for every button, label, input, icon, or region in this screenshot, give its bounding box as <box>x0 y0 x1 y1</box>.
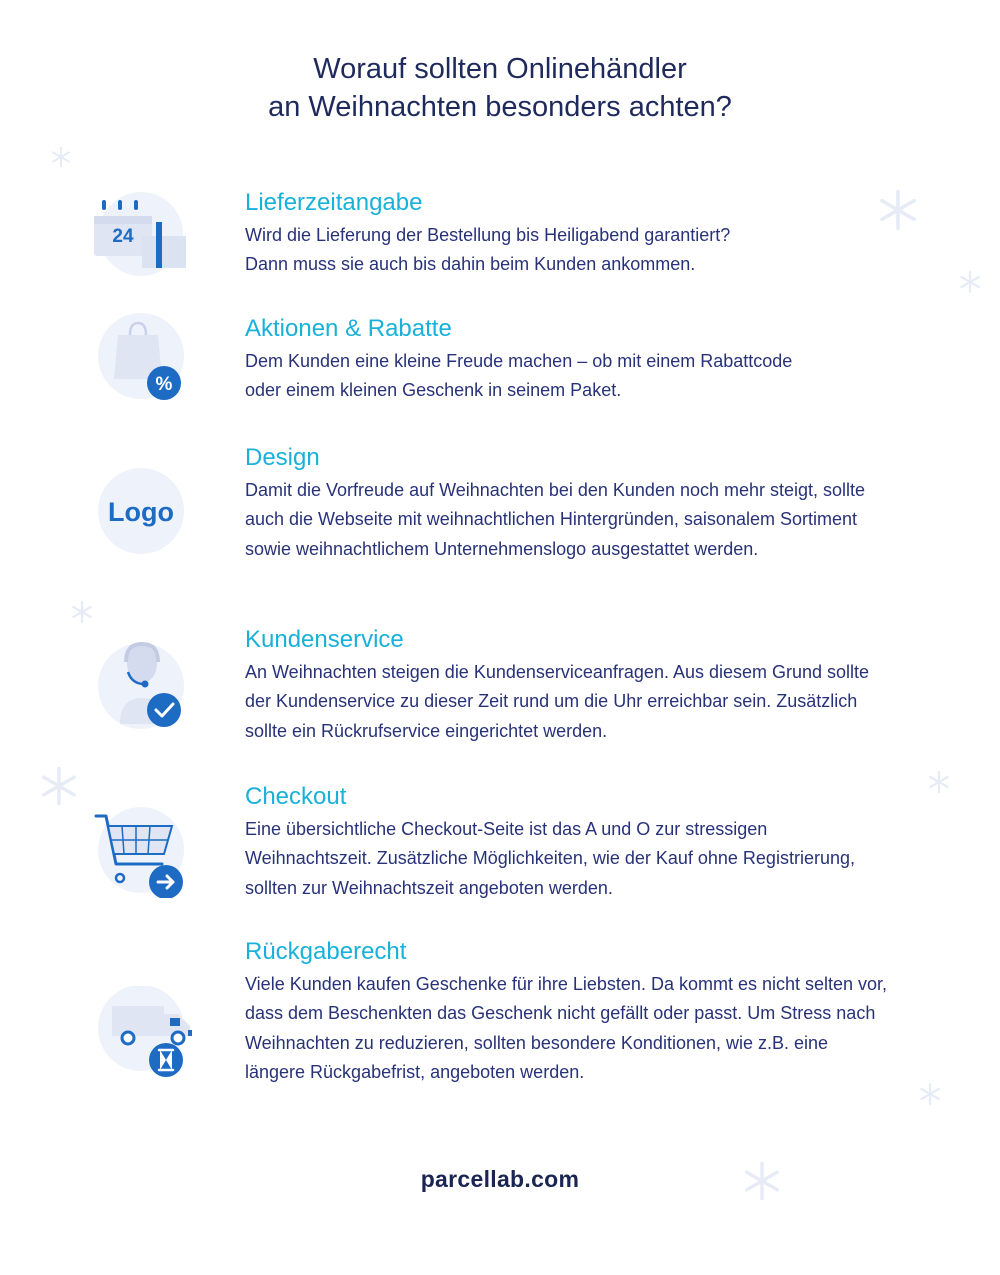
text-line: sollte ein Rückrufservice eingerichtet werden. <box>245 720 608 741</box>
section-text <box>245 476 965 564</box>
section-text <box>245 970 965 1087</box>
section-design <box>245 443 965 564</box>
section-heading: Lieferzeitangabe <box>245 189 423 216</box>
calendar-icon <box>90 192 190 282</box>
section-heading: Checkout <box>245 783 347 810</box>
snowflake-icon <box>70 600 94 624</box>
section-aktionen-rabatte <box>245 314 965 406</box>
text-line: dass dem Beschenkten das Geschenk nicht gefällt oder passt. Um Stress nach <box>245 1003 876 1024</box>
section-text <box>245 221 965 280</box>
text-line: sollten zur Weihnachtszeit angeboten werden. <box>245 877 613 898</box>
text-line: Wird die Lieferung der Bestellung bis Heiligabend garantiert? <box>245 225 731 245</box>
section-rueckgaberecht <box>245 937 965 1087</box>
customer-service-agent-icon <box>98 634 188 729</box>
section-lieferzeitangabe <box>245 188 965 280</box>
snowflake-icon <box>50 146 72 168</box>
text-line: längere Rückgabefrist, angeboten werden. <box>245 1061 585 1082</box>
text-line: Viele Kunden kaufen Geschenke für ihre Liebsten. Da kommt es nicht selten vor, <box>245 974 888 994</box>
footer-brand-url: parcellab.com <box>420 1166 580 1192</box>
calendar-day: 24 <box>112 226 134 247</box>
section-heading: Design <box>245 444 320 471</box>
text-line: auch die Webseite mit weihnachtlichen Hintergründen, saisonalem Sortiment <box>245 509 857 530</box>
delivery-truck-hourglass-icon <box>98 986 196 1082</box>
page-title <box>0 50 1000 126</box>
text-line: sowie weihnachtlichem Unternehmenslogo ausgestattet werden. <box>245 538 759 559</box>
logo-icon <box>98 468 188 558</box>
snowflake-icon <box>38 765 80 807</box>
section-heading: Kundenservice <box>245 626 404 653</box>
section-heading: Aktionen & Rabatte <box>245 315 452 342</box>
logo-text: Logo <box>108 497 174 527</box>
badge-symbol: % <box>155 374 173 395</box>
text-line: Weihnachten zu reduzieren, sollten besondere Konditionen, wie z.B. eine <box>245 1032 829 1053</box>
title-line-1: Worauf sollten Onlinehändler <box>313 53 687 85</box>
text-line: der Kundenservice zu dieser Zeit rund um die Uhr erreichbar sein. Zusätzlich <box>245 691 858 712</box>
section-text <box>245 658 965 746</box>
section-text <box>245 815 965 903</box>
text-line: Weihnachtszeit. Zusätzliche Möglichkeiten, wie der Kauf ohne Registrierung, <box>245 848 855 869</box>
text-line: Damit die Vorfreude auf Weihnachten bei den Kunden noch mehr steigt, sollte <box>245 480 866 500</box>
text-line: Dann muss sie auch bis dahin beim Kunden ankommen. <box>245 254 696 275</box>
section-heading: Rückgaberecht <box>245 938 407 965</box>
text-line: oder einem kleinen Geschenk in seinem Paket. <box>245 380 622 401</box>
text-line: Dem Kunden eine kleine Freude machen – ob mit einem Rabattcode <box>245 351 793 371</box>
text-line: An Weihnachten steigen die Kundenserviceanfragen. Aus diesem Grund sollte <box>245 662 870 682</box>
shopping-bag-percent-icon <box>98 313 188 403</box>
text-line: Eine übersichtliche Checkout-Seite ist das A und O zur stressigen <box>245 819 768 839</box>
section-kundenservice <box>245 625 965 746</box>
title-line-2: an Weihnachten besonders achten? <box>268 91 732 123</box>
section-checkout <box>245 782 965 903</box>
section-text <box>245 347 965 406</box>
shopping-cart-arrow-icon <box>92 806 188 898</box>
